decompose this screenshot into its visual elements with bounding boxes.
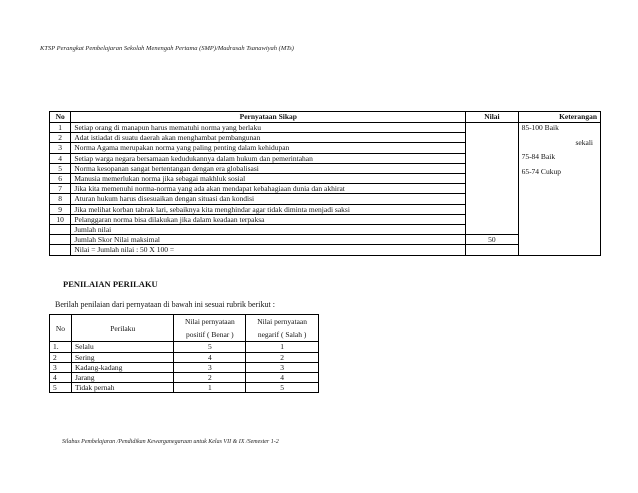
page-footer: Silabus Pembelajaran /Pendidikan Kewarganegaraan untuk Kelas VII & IX /Semester 1-2 — [62, 439, 279, 445]
attitude-row-text: Setiap orang di manapun harus mematuhi norma yang berlaku — [71, 123, 466, 133]
attitude-row-text: Norma kesopanan sangat bertentangan dengan era globalisasi — [71, 163, 466, 173]
keterangan-cell — [518, 123, 600, 256]
attitude-row-text: Norma Agama merupakan norma yang paling penting dalam kehidupan — [71, 143, 466, 153]
attitude-row-no: 7 — [50, 184, 71, 194]
attitude-row-no: 10 — [50, 214, 71, 224]
rubric-row-label: Selalu — [71, 342, 174, 352]
rubric-row — [50, 383, 319, 393]
col-no: No — [50, 112, 71, 123]
rubric-row-negative: 3 — [246, 362, 319, 372]
attitude-row-text: Jika melihat korban tabrak lari, sebaiknya kita menghindar agar tidak diminta menjadi saksi — [71, 204, 466, 214]
keterangan-line: 75-84 Baik — [521, 152, 556, 161]
attitude-row-no: 8 — [50, 194, 71, 204]
rubric-col-perilaku: Perilaku — [71, 315, 174, 342]
attitude-table — [49, 111, 601, 256]
rubric-col-no: No — [50, 315, 72, 342]
rubric-row-label: Jarang — [71, 373, 174, 383]
keterangan-line: 65-74 Cukup — [521, 166, 561, 176]
rubric-row-positive: 3 — [174, 362, 246, 372]
attitude-row-no: 2 — [50, 133, 71, 143]
behavior-rubric-table — [49, 314, 319, 393]
rubric-col-positive-2: positif ( Benar ) — [174, 326, 246, 342]
behavior-title: PENILAIAN PERILAKU — [63, 279, 158, 289]
attitude-row-no: 5 — [50, 163, 71, 173]
attitude-row-no: 6 — [50, 174, 71, 184]
attitude-row-text: Adat istiadat di suatu daerah akan menghambat pembangunan — [71, 133, 466, 143]
rubric-row-negative: 4 — [246, 373, 319, 383]
formula: Nilai = Jumlah nilai : 50 X 100 = — [71, 245, 466, 255]
attitude-row-text: Jika kita memenuhi norma-norma yang ada akan mendapat kebahagiaan dunia dan akhirat — [71, 184, 466, 194]
nilai-cell — [466, 123, 518, 235]
rubric-row — [50, 373, 319, 383]
attitude-row-text: Setiap warga negara bersamaan kedudukannya dalam hukum dan pemerintahan — [71, 153, 466, 163]
rubric-row-no: 2 — [50, 352, 72, 362]
rubric-row-negative: 1 — [246, 342, 319, 352]
rubric-col-negative-1: Nilai pernyataan — [246, 315, 319, 327]
rubric-row-label: Tidak pernah — [71, 383, 174, 393]
rubric-row-positive: 5 — [174, 342, 246, 352]
rubric-row-no: 5 — [50, 383, 72, 393]
col-pernyataan: Pernyataan Sikap — [71, 112, 466, 123]
rubric-col-negative-2: negarif ( Salah ) — [246, 326, 319, 342]
jumlah-skor-label: Jumlah Skor Nilai maksimal — [71, 235, 466, 245]
jumlah-nilai: Jumlah nilai — [71, 225, 466, 235]
attitude-row-no: 4 — [50, 153, 71, 163]
attitude-row — [50, 123, 601, 133]
rubric-row-positive: 1 — [174, 383, 246, 393]
jumlah-skor-value: 50 — [466, 235, 518, 245]
rubric-row-negative: 5 — [246, 383, 319, 393]
col-keterangan: Keterangan — [518, 112, 600, 123]
attitude-row-no: 9 — [50, 204, 71, 214]
rubric-row — [50, 352, 319, 362]
rubric-col-positive-1: Nilai pernyataan — [174, 315, 246, 327]
attitude-row-text: Manusia memerlukan norma jika sebagai makhluk sosial — [71, 174, 466, 184]
keterangan-line: 85-100 Baik — [521, 123, 559, 132]
rubric-row — [50, 362, 319, 372]
rubric-row-no: 4 — [50, 373, 72, 383]
keterangan-line: sekali — [575, 137, 593, 147]
rubric-row — [50, 342, 319, 352]
rubric-row-label: Kadang-kadang — [71, 362, 174, 372]
attitude-row-no: 1 — [50, 123, 71, 133]
rubric-row-no: 1. — [50, 342, 72, 352]
attitude-row-text: Pelanggaran norma bisa dilakukan jika dalam keadaan terpaksa — [71, 214, 466, 224]
rubric-row-positive: 4 — [174, 352, 246, 362]
page-header: KTSP Perangkat Pembelajaran Sekolah Menengah Pertama (SMP)/Madrasah Tsanawiyah (MTs) — [40, 45, 294, 52]
rubric-row-positive: 2 — [174, 373, 246, 383]
rubric-row-label: Sering — [71, 352, 174, 362]
rubric-row-negative: 2 — [246, 352, 319, 362]
col-nilai: Nilai — [466, 112, 518, 123]
behavior-intro: Berilah penilaian dari pernyataan di bawah ini sesuai rubrik berikut : — [55, 300, 275, 309]
attitude-row-text: Aturan hukum harus disesuaikan dengan situasi dan kondisi — [71, 194, 466, 204]
rubric-row-no: 3 — [50, 362, 72, 372]
attitude-row-no: 3 — [50, 143, 71, 153]
